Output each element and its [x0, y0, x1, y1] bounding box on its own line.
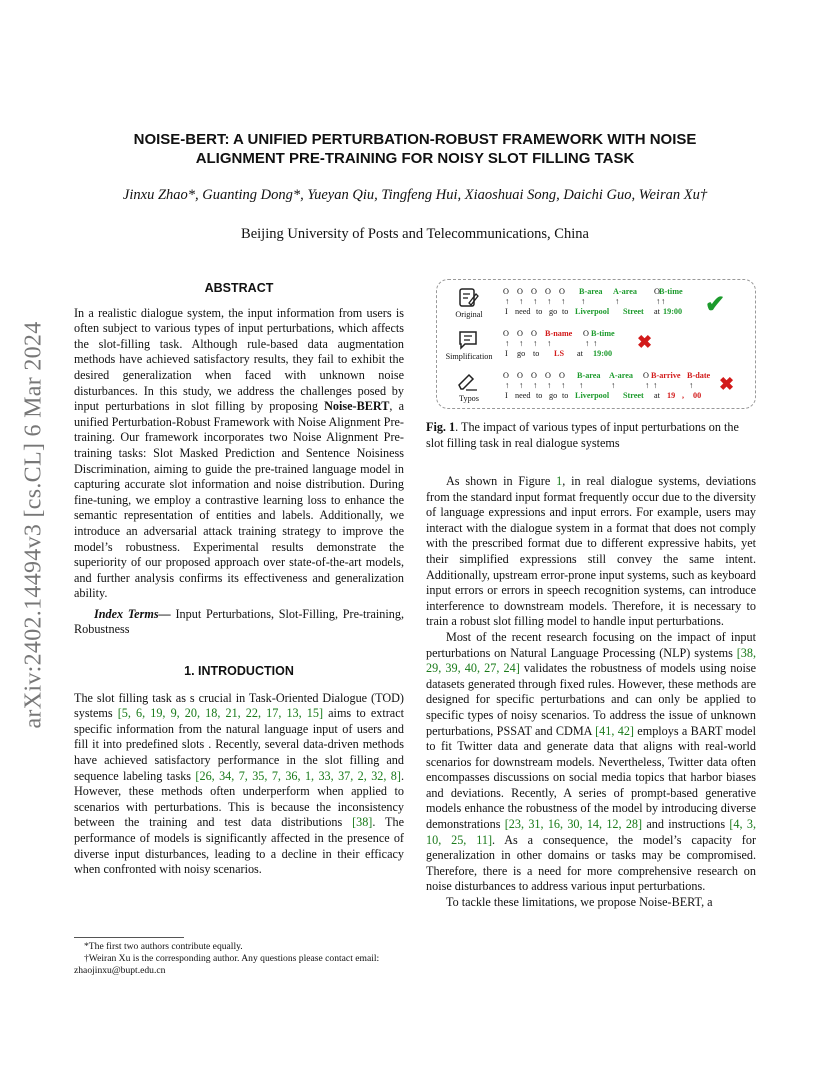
- arrow-up-icon: ↑: [533, 296, 538, 306]
- figure-caption: Fig. 1. The impact of various types of input perturbations on the slot filling task in real dialogue systems: [426, 420, 739, 450]
- figure-row-label: Original: [455, 310, 483, 319]
- arxiv-id: arXiv:2402.14494v3 [cs.CL] 6 Mar 2024: [20, 321, 47, 729]
- slot-tag: O: [531, 287, 537, 296]
- arrow-up-icon: ↑: [547, 296, 552, 306]
- token: at: [654, 307, 660, 316]
- figure-row: [437, 370, 755, 410]
- title-line-2: ALIGNMENT PRE-TRAINING FOR NOISY SLOT FILLING TASK: [195, 150, 635, 167]
- arrow-up-icon: ↑: [645, 380, 650, 390]
- text-run: employs a BART model to fit Twitter data and generate data that aligns with real-world scenarios for downstream models. Nevertheless, Twitter data often encompasses discussions on social media topics that harbor biases and deviations. Recently, A series of prompt-based generative models enhance the robustness of the model by introducing diverse demonstrations: [426, 723, 756, 832]
- text-run: aims to extract specific information from the natural language input of users and fill it into predefined slots . Recently, several data-driven methods have achieved satisfactory performance in the slot filling and sequence labeling tasks: [74, 706, 404, 783]
- text-run: validates the robustness of models using noise datasets generated through fixed rules. However, these methods are designed for specific perturbations and can only be applied to specific types of noisy scenarios. To address the issue of unknown perturbations, PSSAT and CDMA: [426, 661, 756, 738]
- token: to: [533, 349, 540, 358]
- arrow-up-icon: ↑: [547, 380, 552, 390]
- token: 19: [667, 391, 676, 400]
- text-run: As shown in Figure: [446, 474, 557, 488]
- slot-tag: B-area: [579, 287, 603, 296]
- document-edit-icon: [457, 288, 479, 308]
- token: to: [562, 391, 569, 400]
- token: to: [536, 391, 543, 400]
- right-paragraph-2: [426, 630, 756, 895]
- token: ,: [682, 391, 685, 400]
- chat-bubble-icon: [457, 330, 479, 350]
- slot-tag: O: [531, 329, 537, 338]
- right-column: [426, 474, 756, 911]
- arrow-up-icon: ↑: [519, 296, 524, 306]
- slot-tag: B-arrive: [651, 371, 681, 380]
- citation-link[interactable]: 1: [556, 474, 563, 488]
- figure-row: [437, 328, 755, 368]
- slot-tag: O: [517, 371, 523, 380]
- arrow-up-icon: ↑: [505, 380, 510, 390]
- text-run: Most of the recent research focusing on the impact of input perturbations on Natural Language Processing (NLP) systems: [426, 629, 756, 660]
- slot-tag: B-name: [545, 329, 573, 338]
- abstract-body: In a realistic dialogue system, the input information from users is often subject to various types of input perturbations, which affects the slot-filling task. Although rule-based data augmentation methods have achieved satisfactory results, they fail to exhibit the desired generalization when faced with unknown noise disturbances. In this study, we address the challenges posed by input perturbations in slot filling by proposing Noise-BERT, a unified Perturbation-Robust Framework with Noise Alignment Pre-training. Our framework incorporates two Noise Alignment Pre-training tasks: Slot Masked Prediction and Sentence Noisiness Discrimination, aiming to guide the pre-trained language model in capturing accurate slot information and noise distribution. During fine-tuning, we employ a contrastive learning loss to enhance the semantic representation of entities and labels. Additionally, we introduce an adversarial attack training strategy to improve the model’s robustness. Experimental results demonstrate the superiority of our proposed approach over state-of-the-art models, and further analysis confirms its effectiveness and generalization ability.: [74, 305, 404, 601]
- text-run: , in real dialogue systems, deviations from the standard input format frequently occur due to the diversity of language expressions and input errors. For example, users may interact with the dialogue system in a format that does not comply with the prescribed format due to different expressive habits, yet their simplified expressions still convey the same intent. Additionally, upstream error-prone input systems, such as keyboard input errors or errors in speech recognition systems, can introduce interference to downstream models. Therefore, it is necessary to train a robust slot filling model to handle input perturbations.: [426, 474, 756, 629]
- citation-link[interactable]: [38, 29, 39, 40, 27, 24]: [426, 645, 756, 676]
- arrow-up-icon: ↑: [661, 296, 666, 306]
- token: I: [505, 307, 508, 316]
- arrow-up-icon: ↑: [547, 338, 552, 348]
- token: at: [577, 349, 583, 358]
- token: LS: [554, 349, 565, 358]
- slot-tag: O: [654, 287, 660, 296]
- left-column: [74, 281, 404, 878]
- slot-tag: O: [503, 329, 509, 338]
- arrow-up-icon: ↑: [653, 380, 658, 390]
- text-run: . However, these methods often underperform when applied to scenarios with perturbations. This is because the inconsistency between the training and test data distributions: [74, 768, 404, 830]
- token: I: [505, 349, 508, 358]
- slot-tag: B-date: [687, 371, 711, 380]
- slot-tag: O: [559, 287, 565, 296]
- text-run: . As a consequence, the model’s capacity for generalization in other domains or tasks may be compromised. Therefore, there is a need for more comprehensive research on noise disturbances to address various input perturbations.: [426, 832, 756, 894]
- slot-tag: O: [517, 287, 523, 296]
- arrow-up-icon: ↑: [561, 380, 566, 390]
- arrow-up-icon: ↑: [519, 338, 524, 348]
- token: need: [515, 307, 531, 316]
- index-terms: Index Terms— Input Perturbations, Slot-Filling, Pre-training, Robustness: [74, 606, 404, 637]
- slot-tag: B-time: [591, 329, 615, 338]
- footnote-rule: [74, 937, 184, 938]
- token: I: [505, 391, 508, 400]
- footnote-1: *The first two authors contribute equally.: [84, 941, 243, 952]
- arxiv-watermark: [14, 290, 54, 760]
- eraser-icon: [457, 372, 479, 392]
- intro-heading: 1. INTRODUCTION: [184, 664, 294, 679]
- arrow-up-icon: ↑: [581, 296, 586, 306]
- slot-tag: O: [583, 329, 589, 338]
- slot-tag: O: [545, 371, 551, 380]
- footnotes: [74, 937, 404, 977]
- arrow-up-icon: ↑: [505, 296, 510, 306]
- arrow-up-icon: ↑: [593, 338, 598, 348]
- arrow-up-icon: ↑: [585, 338, 590, 348]
- cross-icon: ✖: [637, 332, 653, 352]
- token: go: [549, 307, 558, 316]
- token: to: [562, 307, 569, 316]
- text-run: and instructions: [642, 817, 730, 832]
- slot-tag: B-time: [659, 287, 683, 296]
- abstract-heading: ABSTRACT: [204, 281, 274, 295]
- slot-tag: A-area: [609, 371, 633, 380]
- token: to: [536, 307, 543, 316]
- citation-link[interactable]: [26, 34, 7, 35, 7, 36, 1, 33, 37, 2, 32, 8]: [195, 768, 401, 783]
- arrow-up-icon: ↑: [611, 380, 616, 390]
- slot-tag: A-area: [613, 287, 637, 296]
- cross-icon: ✖: [719, 374, 735, 394]
- intro-paragraph: [74, 691, 404, 878]
- figure-1: [436, 279, 756, 409]
- slot-tag: O: [531, 371, 537, 380]
- slot-tag: O: [643, 371, 649, 380]
- slot-tag: O: [503, 371, 509, 380]
- paper-title: [90, 130, 740, 168]
- text-run: . The performance of models is significantly affected in the presence of diverse input disturbances, leading to a decline in their efficacy when confronted with noisy scenarios.: [74, 815, 404, 877]
- check-icon: ✔: [705, 292, 726, 318]
- token: 19:00: [663, 307, 683, 316]
- arrow-up-icon: ↑: [533, 338, 538, 348]
- slot-tag: O: [545, 287, 551, 296]
- token: need: [515, 391, 531, 400]
- arrow-up-icon: ↑: [656, 296, 661, 306]
- slot-tag: O: [559, 371, 565, 380]
- author-list: Jinxu Zhao*, Guanting Dong*, Yueyan Qiu, Tingfeng Hui, Xiaoshuai Song, Daichi Guo, Weiran Xu†: [122, 187, 708, 203]
- slot-tag: B-area: [577, 371, 601, 380]
- right-paragraph-3: To tackle these limitations, we propose Noise-BERT, a: [446, 895, 713, 910]
- arrow-up-icon: ↑: [533, 380, 538, 390]
- arrow-up-icon: ↑: [505, 338, 510, 348]
- arrow-up-icon: ↑: [615, 296, 620, 306]
- footnote-2: †Weiran Xu is the corresponding author. Any questions please contact email: zhaojinxu@bupt.edu.cn: [74, 953, 380, 976]
- slot-tag: O: [503, 287, 509, 296]
- citation-link[interactable]: [4, 3, 10, 25, 11]: [426, 817, 756, 847]
- arrow-up-icon: ↑: [561, 296, 566, 306]
- token: Street: [623, 391, 644, 400]
- figure-row-label: Typos: [459, 394, 479, 403]
- citation-link[interactable]: [38]: [352, 815, 373, 830]
- token: at: [654, 391, 660, 400]
- citation-link[interactable]: [23, 31, 16, 30, 14, 12, 28]: [504, 817, 643, 832]
- token: Liverpool: [575, 307, 610, 316]
- token: Liverpool: [575, 391, 610, 400]
- token: go: [517, 349, 526, 358]
- arrow-up-icon: ↑: [689, 380, 694, 390]
- figure-row-label: Simplification: [445, 352, 493, 361]
- token: Street: [623, 307, 644, 316]
- arrow-up-icon: ↑: [519, 380, 524, 390]
- title-line-1: NOISE-BERT: A UNIFIED PERTURBATION-ROBUST FRAMEWORK WITH NOISE: [133, 131, 697, 148]
- slot-tag: O: [517, 329, 523, 338]
- token: go: [549, 391, 558, 400]
- token: 19:00: [593, 349, 613, 358]
- citation-link[interactable]: [5, 6, 19, 9, 20, 18, 21, 22, 17, 13, 15]: [117, 706, 324, 721]
- figure-row: [437, 286, 755, 326]
- citation-link[interactable]: [41, 42]: [595, 723, 634, 738]
- arrow-up-icon: ↑: [579, 380, 584, 390]
- affiliation: Beijing University of Posts and Telecommunications, China: [241, 226, 589, 242]
- right-paragraph-1: [426, 474, 756, 630]
- token: 00: [693, 391, 702, 400]
- text-run: The slot filling task as s crucial in Task-Oriented Dialogue (TOD) systems: [74, 690, 404, 721]
